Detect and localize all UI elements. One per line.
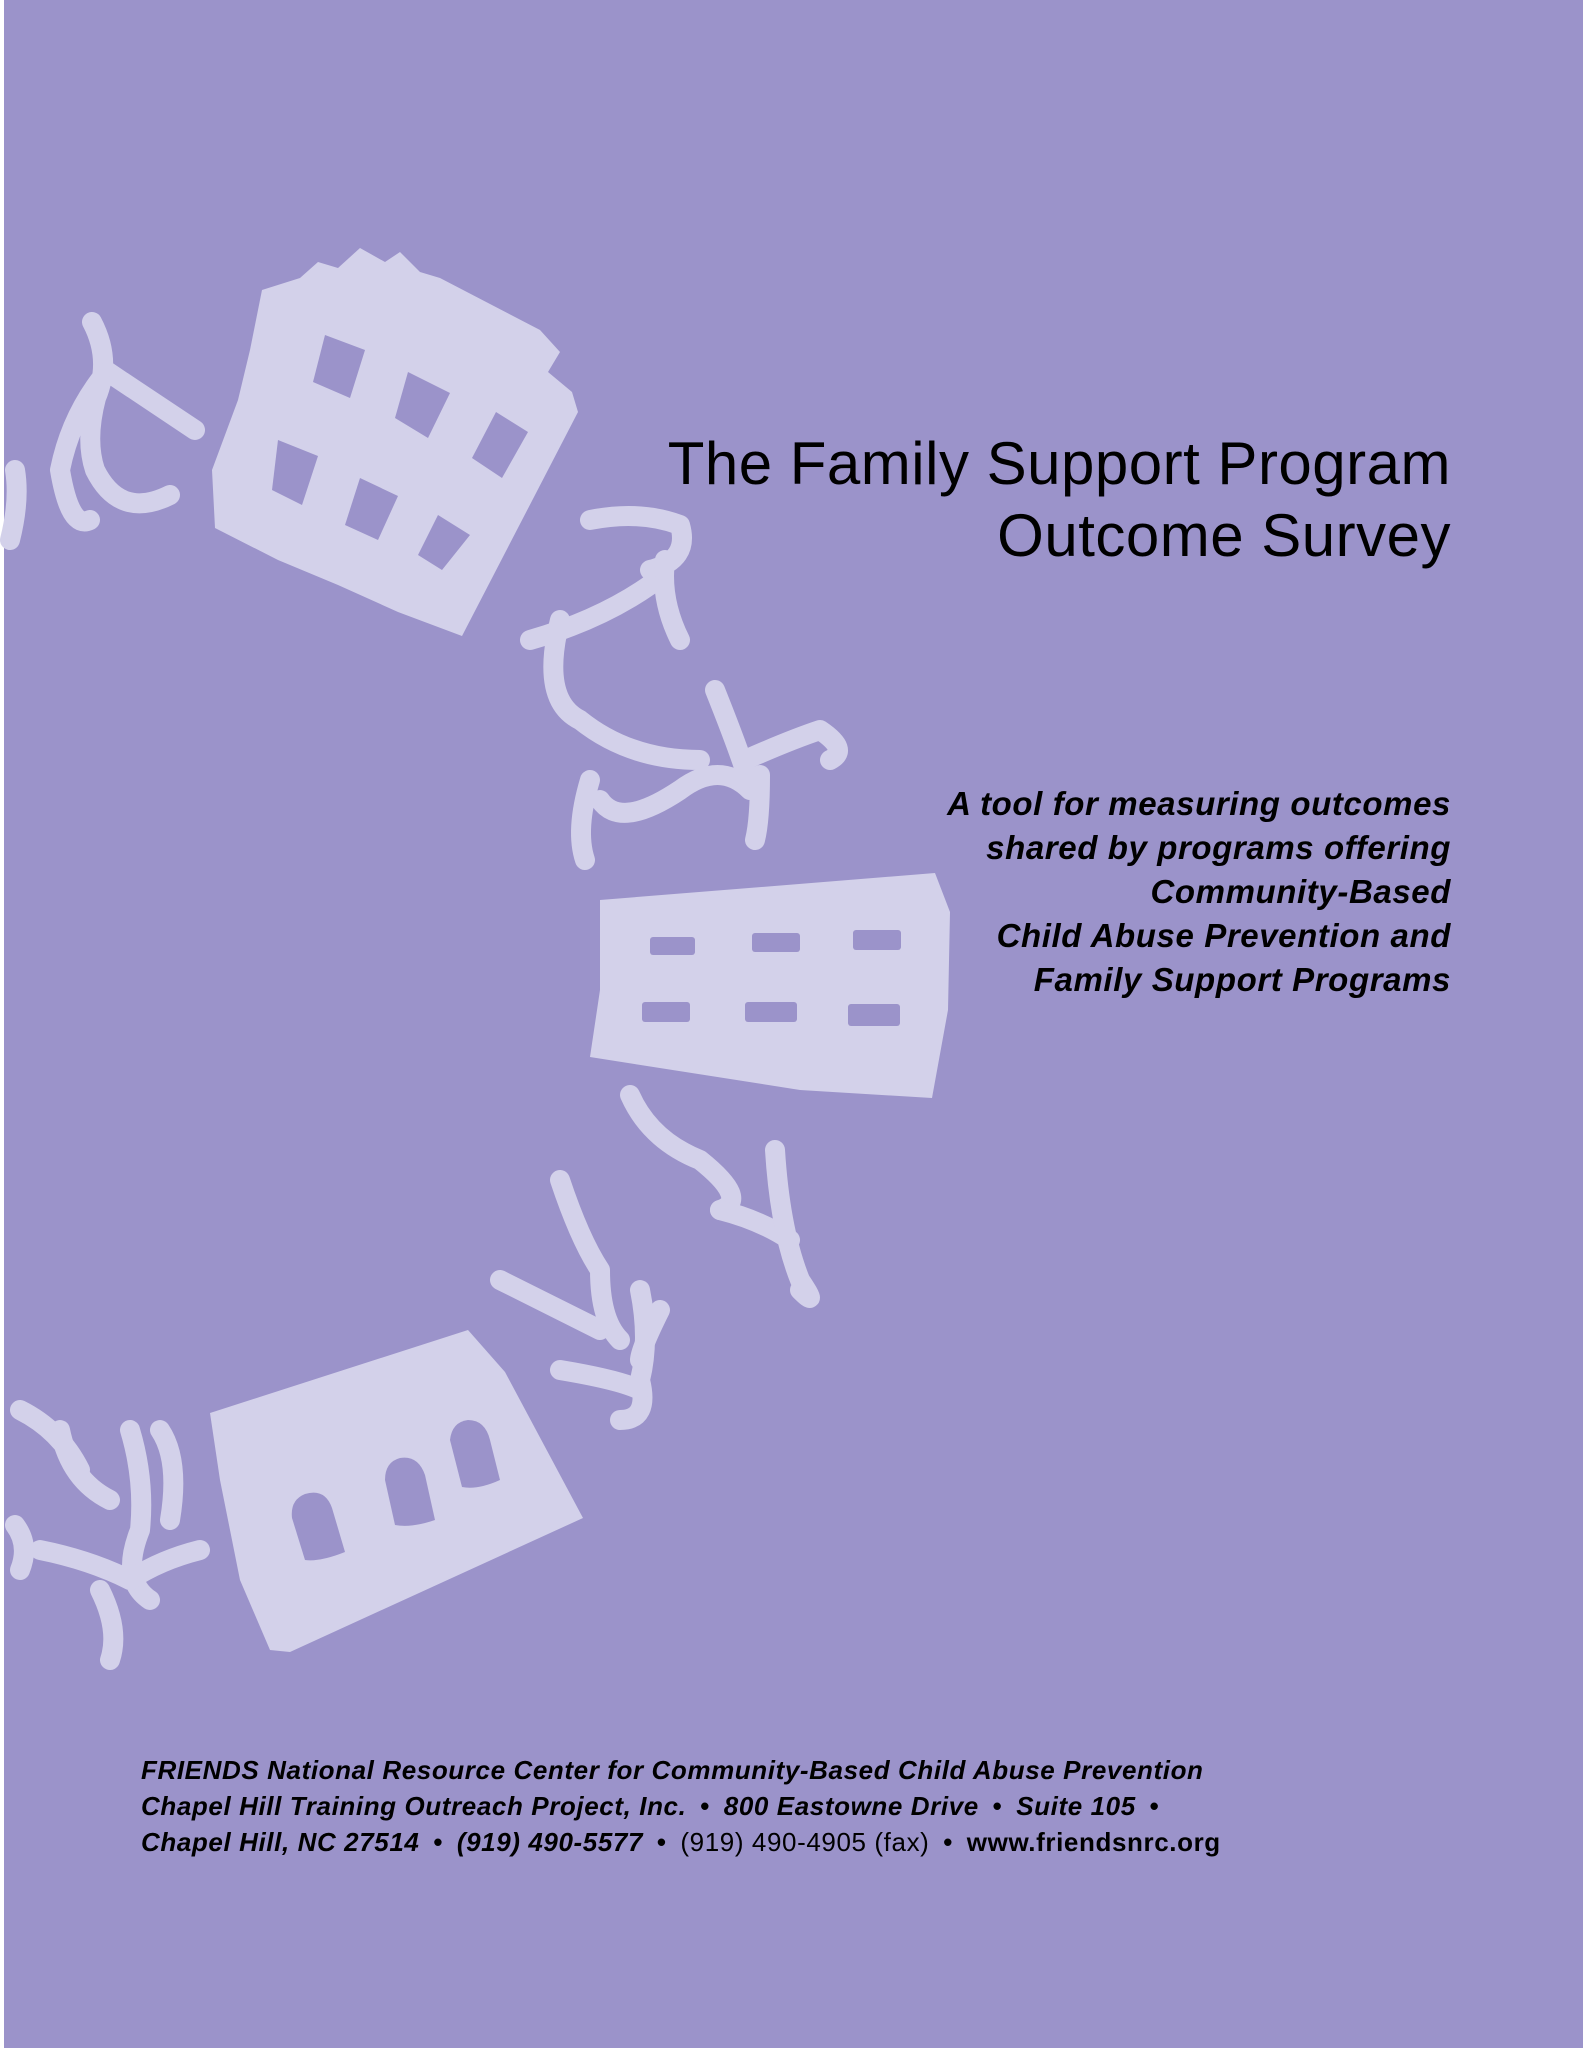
footer-suite: Suite 105 bbox=[1016, 1791, 1136, 1821]
subtitle-line-4: Child Abuse Prevention and bbox=[996, 917, 1451, 954]
house-top bbox=[212, 248, 578, 636]
footer-address-line bbox=[141, 1788, 1471, 1824]
title-line-1: The Family Support Program bbox=[667, 430, 1451, 498]
document-subtitle bbox=[751, 782, 1451, 1002]
separator-bullet: • bbox=[943, 1827, 953, 1857]
subtitle-line-3: Community-Based bbox=[1150, 873, 1451, 910]
subtitle-line-5: Family Support Programs bbox=[1033, 961, 1451, 998]
separator-bullet: • bbox=[433, 1827, 444, 1857]
footer-contact-line bbox=[141, 1824, 1471, 1860]
footer-website-link[interactable]: www.friendsnrc.org bbox=[966, 1827, 1221, 1857]
document-title bbox=[551, 428, 1451, 572]
subtitle-line-1: A tool for measuring outcomes bbox=[947, 785, 1451, 822]
separator-bullet: • bbox=[992, 1791, 1003, 1821]
footer-fax: (919) 490-4905 (fax) bbox=[680, 1827, 930, 1857]
separator-bullet: • bbox=[700, 1791, 710, 1821]
title-line-2: Outcome Survey bbox=[997, 502, 1451, 570]
footer-organization: FRIENDS National Resource Center for Community-Based Child Abuse Prevention bbox=[141, 1755, 1204, 1785]
footer-phone: (919) 490-5577 bbox=[456, 1827, 644, 1857]
subtitle-line-2: shared by programs offering bbox=[986, 829, 1451, 866]
footer-city: Chapel Hill, NC 27514 bbox=[141, 1827, 420, 1857]
publisher-footer bbox=[141, 1752, 1471, 1860]
separator-bullet: • bbox=[1149, 1791, 1160, 1821]
separator-bullet: • bbox=[656, 1827, 667, 1857]
footer-street: 800 Eastowne Drive bbox=[723, 1791, 979, 1821]
footer-org-name: Chapel Hill Training Outreach Project, Inc. bbox=[141, 1791, 687, 1821]
